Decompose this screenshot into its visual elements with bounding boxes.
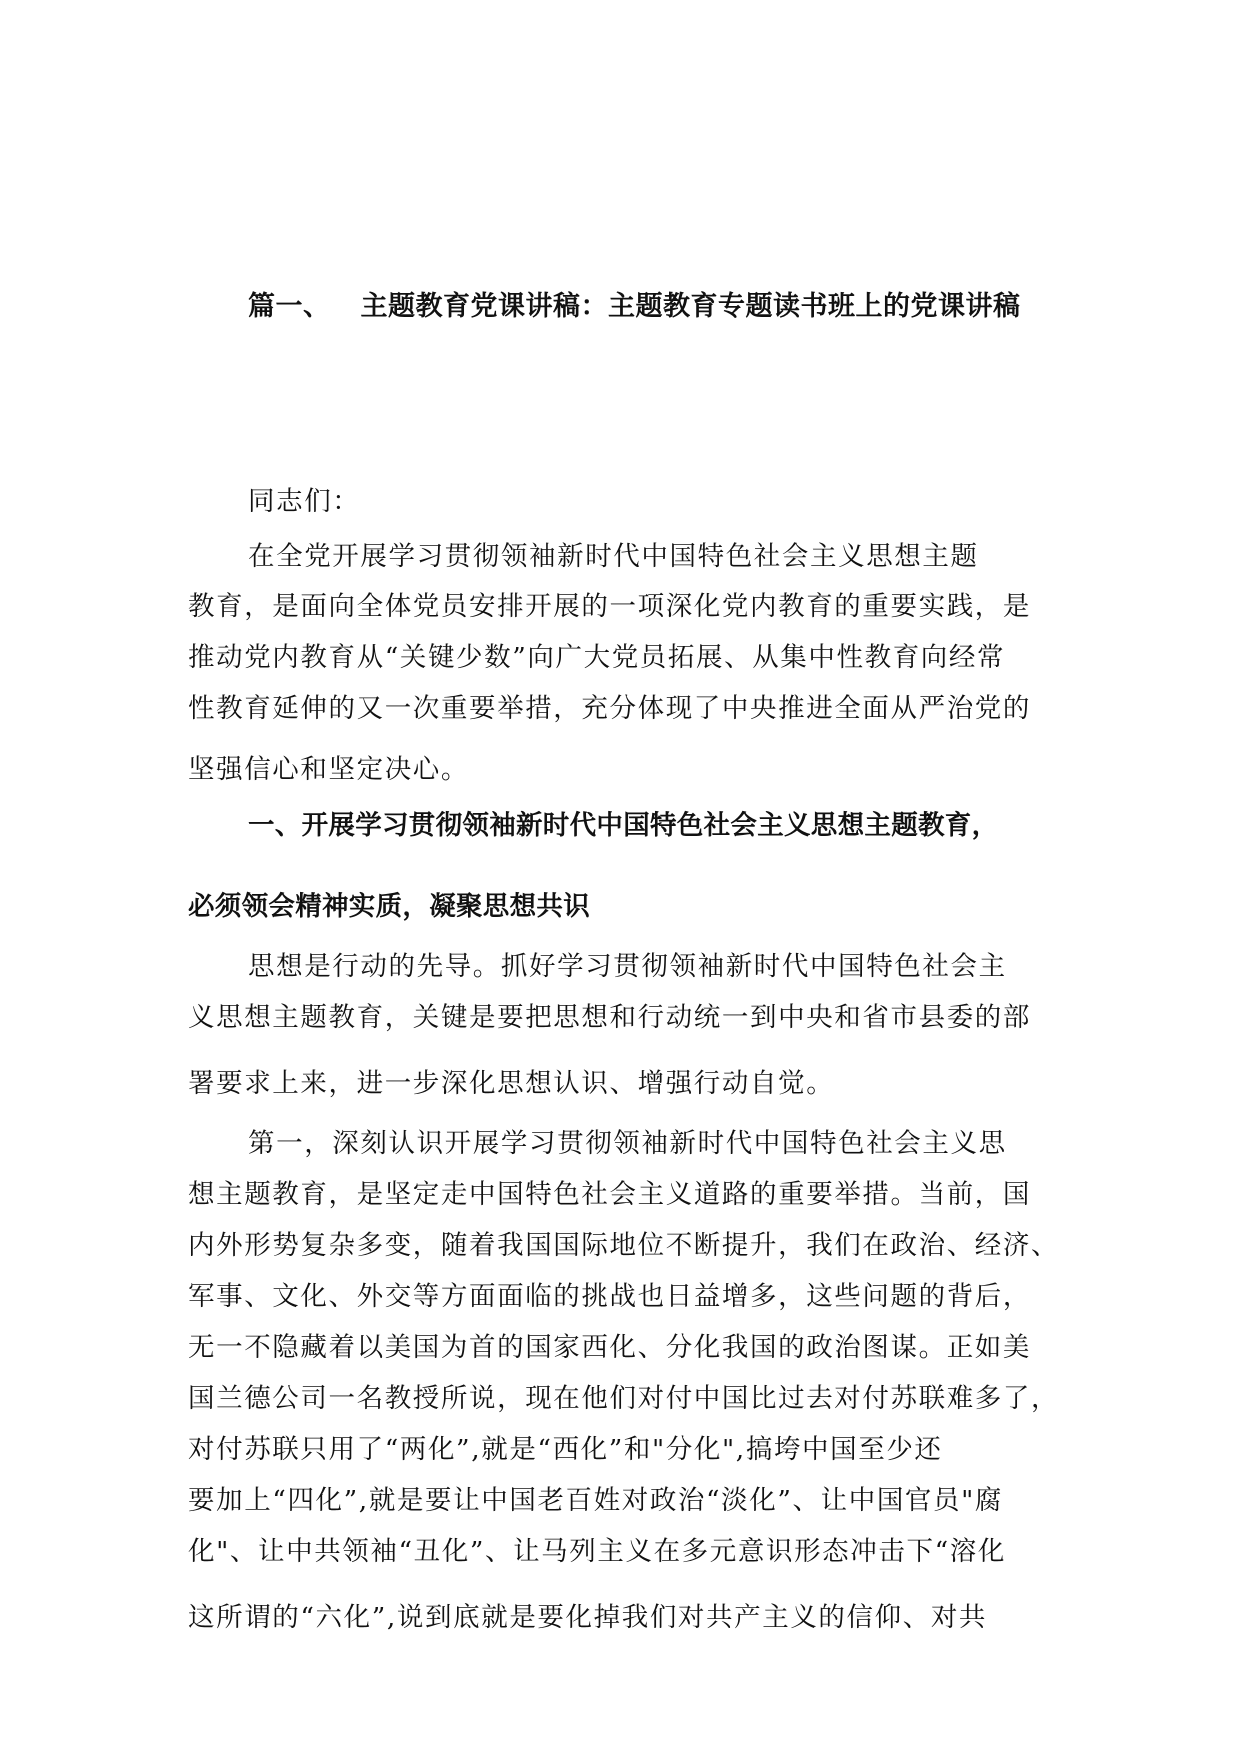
salutation: 同志们： [248,486,361,517]
paragraph-line: 性教育延伸的又一次重要举措，充分体现了中央推进全面从严治党的 [188,693,1031,724]
title-label: 篇一、 [248,291,331,322]
paragraph-line: 对付苏联只用了“两化”,就是“西化”和"分化",搞垮中国至少还 [188,1434,943,1465]
section-heading: 必须领会精神实质，凝聚思想共识 [188,891,590,922]
section-heading: 一、开展学习贯彻领袖新时代中国特色社会主义思想主题教育， [248,810,999,841]
paragraph-line: 这所谓的“六化”,说到底就是要化掉我们对共产主义的信仰、对共 [188,1602,988,1633]
paragraph-line: 坚强信心和坚定决心。 [188,754,469,785]
title-text: 主题教育党课讲稿：主题教育专题读书班上的党课讲稿 [360,291,1021,322]
paragraph-line: 内外形势复杂多变，随着我国国际地位不断提升，我们在政治、经济、 [188,1230,1060,1261]
document-title [248,284,1148,323]
paragraph-line: 化"、让中共领袖“丑化”、让马列主义在多元意识形态冲击下“溶化 [188,1536,1006,1567]
paragraph-line: 要加上“四化”,就是要让中国老百姓对政治“淡化”、让中国官员"腐 [188,1485,1004,1516]
paragraph-line: 想主题教育，是坚定走中国特色社会主义道路的重要举措。当前，国 [188,1179,1031,1210]
paragraph-line: 推动党内教育从“关键少数”向广大党员拓展、从集中性教育向经常 [188,642,1006,673]
paragraph-line: 国兰德公司一名教授所说，现在他们对付中国比过去对付苏联难多了， [188,1383,1060,1414]
paragraph-line: 署要求上来，进一步深化思想认识、增强行动自觉。 [188,1068,835,1099]
paragraph-line: 义思想主题教育，关键是要把思想和行动统一到中央和省市县委的部 [188,1002,1031,1033]
paragraph-line: 教育，是面向全体党员安排开展的一项深化党内教育的重要实践，是 [188,591,1031,622]
paragraph-line: 思想是行动的先导。抓好学习贯彻领袖新时代中国特色社会主 [248,951,1007,982]
paragraph-line: 军事、文化、外交等方面面临的挑战也日益增多，这些问题的背后， [188,1281,1031,1312]
paragraph-line: 在全党开展学习贯彻领袖新时代中国特色社会主义思想主题 [248,541,979,572]
paragraph-line: 无一不隐藏着以美国为首的国家西化、分化我国的政治图谋。正如美 [188,1332,1031,1363]
paragraph-line: 第一，深刻认识开展学习贯彻领袖新时代中国特色社会主义思 [248,1128,1007,1159]
